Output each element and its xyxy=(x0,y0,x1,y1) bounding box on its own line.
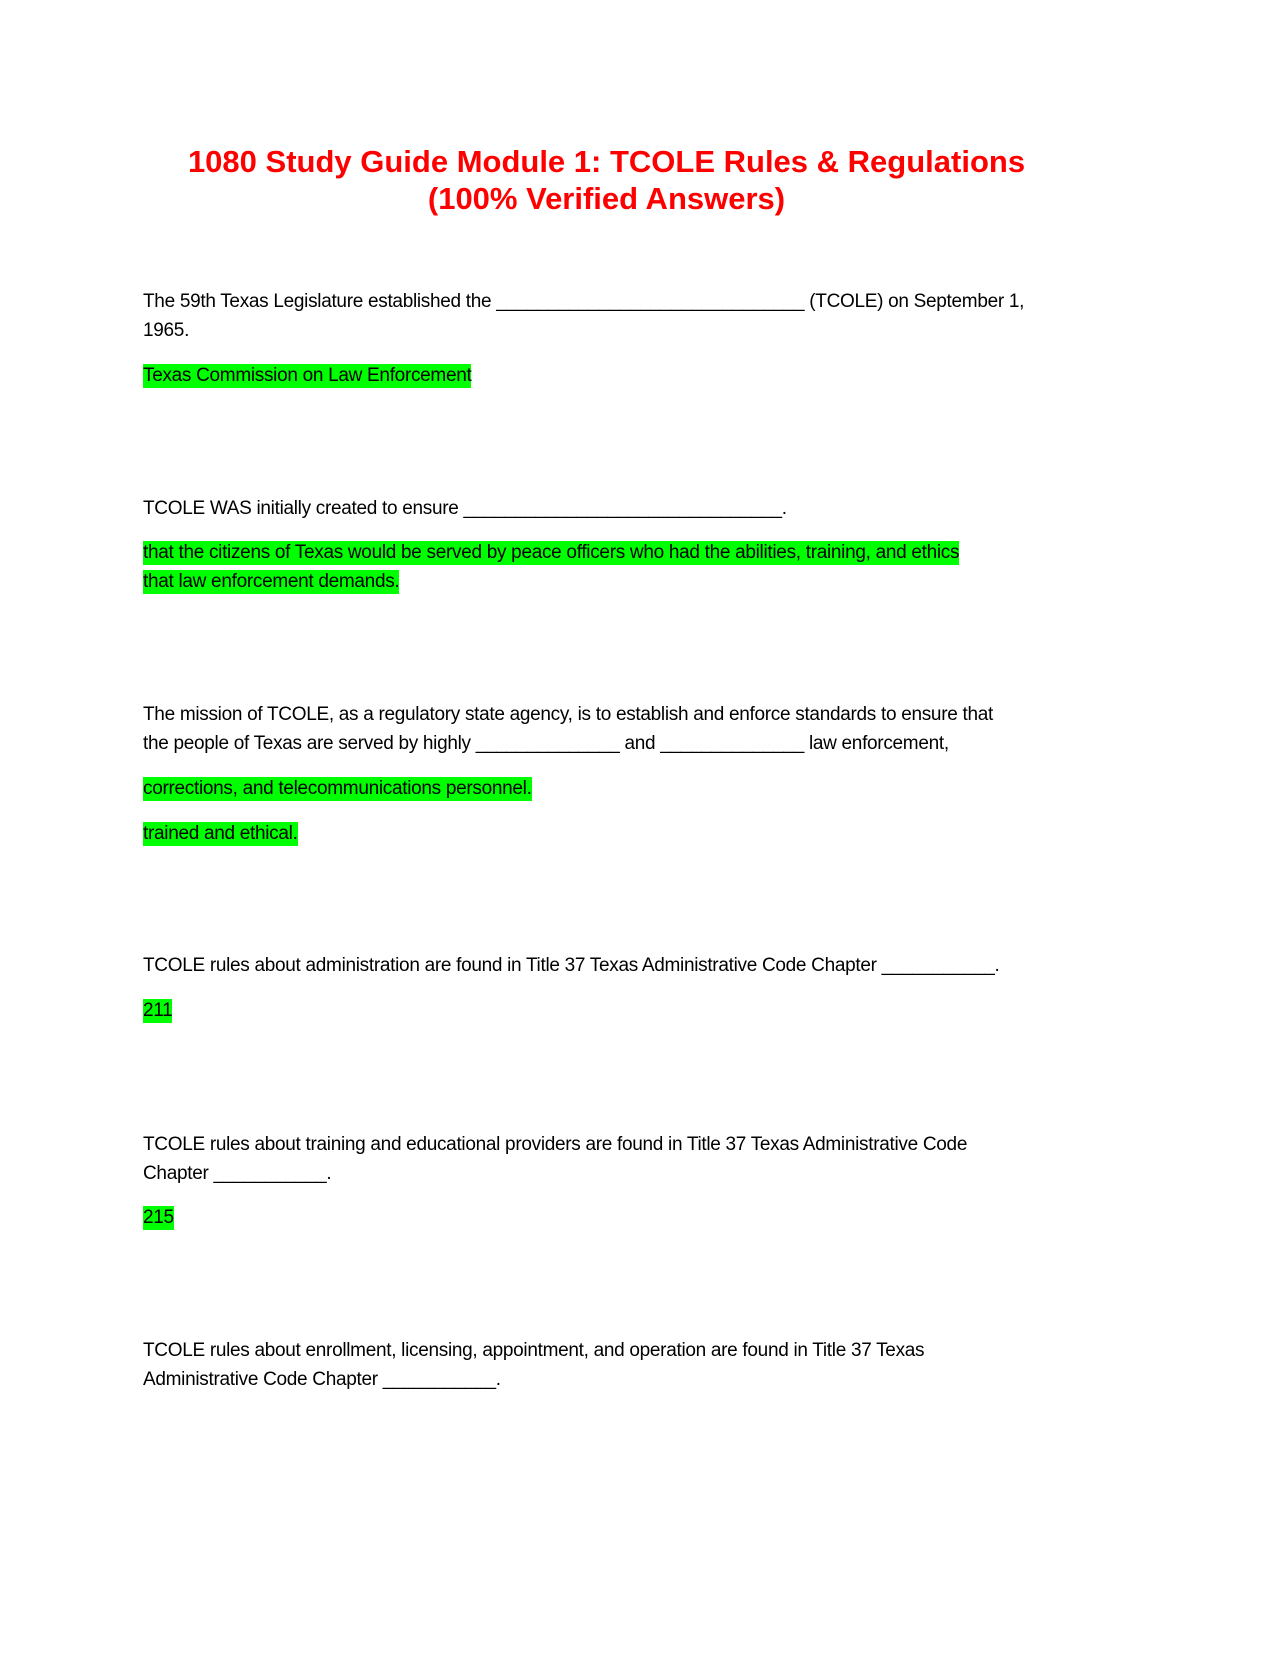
answer-4: 211 xyxy=(143,1000,173,1021)
answer-5: 215 xyxy=(143,1207,174,1228)
title-line-1: 1080 Study Guide Module 1: TCOLE Rules & Regulations xyxy=(187,144,1026,179)
question-1-line-1: The 59th Texas Legislature established the ______________________________ (TCOLE) on September 1, xyxy=(143,291,1025,312)
question-5-line-2: Chapter ___________. xyxy=(143,1163,332,1184)
title-line-2: (100% Verified Answers) xyxy=(427,181,786,216)
answer-3b: trained and ethical. xyxy=(143,823,298,844)
question-6-line-1: TCOLE rules about enrollment, licensing, appointment, and operation are found in Title 37 Texas xyxy=(143,1340,925,1361)
question-3-line-2: the people of Texas are served by highly ______________ and ______________ law enforcement, xyxy=(143,733,949,754)
answer-3a: corrections, and telecommunications personnel. xyxy=(143,778,532,799)
question-6-line-2: Administrative Code Chapter ___________. xyxy=(143,1369,501,1390)
question-4-line-1: TCOLE rules about administration are found in Title 37 Texas Administrative Code Chapter ___________. xyxy=(143,955,1000,976)
answer-2-line-1: that the citizens of Texas would be served by peace officers who had the abilities, training, and ethics xyxy=(143,542,960,563)
question-2-line-1: TCOLE WAS initially created to ensure _______________________________. xyxy=(143,498,787,519)
question-5-line-1: TCOLE rules about training and educational providers are found in Title 37 Texas Administrative Code xyxy=(143,1134,968,1155)
answer-2-line-2: that law enforcement demands. xyxy=(143,571,400,592)
document-title xyxy=(0,143,1213,217)
question-3-line-1: The mission of TCOLE, as a regulatory state agency, is to establish and enforce standards to ensure that xyxy=(143,704,993,725)
answer-1: Texas Commission on Law Enforcement xyxy=(143,365,472,386)
question-1-line-2: 1965. xyxy=(143,320,190,341)
